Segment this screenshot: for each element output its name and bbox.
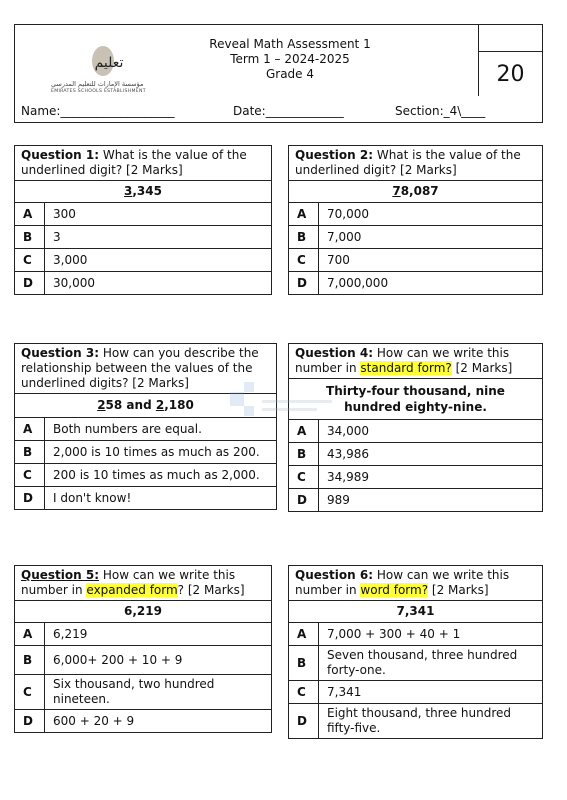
highlighted-term: word form? <box>360 583 429 597</box>
option-a[interactable]: A 70,000 <box>289 203 542 226</box>
question-number: Thirty-four thousand, nine hundred eighty-nine. <box>289 379 542 420</box>
question-prompt: Question 6: How can we write this number in word form? [2 Marks] <box>289 566 542 601</box>
option-d[interactable]: D 7,000,000 <box>289 272 542 294</box>
question-number: 6,219 <box>15 601 271 623</box>
question-prompt: Question 4: How can we write this number in standard form? [2 Marks] <box>289 344 542 379</box>
assessment-header <box>14 24 543 123</box>
question-prompt: Question 5: How can we write this number in expanded form? [2 Marks] <box>15 566 271 601</box>
option-b[interactable]: B 43,986 <box>289 443 542 466</box>
question-prompt: Question 2: What is the value of the underlined digit? [2 Marks] <box>289 146 542 181</box>
option-d[interactable]: D 989 <box>289 489 542 511</box>
assessment-term: Term 1 – 2024-2025 <box>230 52 350 66</box>
assessment-title: Reveal Math Assessment 1 <box>209 37 371 51</box>
option-a[interactable]: A 7,000 + 300 + 40 + 1 <box>289 623 542 646</box>
watermark-icon <box>222 378 342 428</box>
option-b[interactable]: B 3 <box>15 226 271 249</box>
option-c[interactable]: C 200 is 10 times as much as 2,000. <box>15 464 276 487</box>
option-a[interactable]: A 6,219 <box>15 623 271 646</box>
score-box <box>478 25 542 96</box>
name-field[interactable]: Name:___________________ <box>21 104 175 118</box>
assessment-grade: Grade 4 <box>265 67 315 81</box>
question-2 <box>288 145 543 295</box>
logo-arabic-name: مؤسسة الإمارات للتعليم المدرسي <box>51 80 144 88</box>
question-6 <box>288 565 543 739</box>
option-b[interactable]: B 6,000+ 200 + 10 + 9 <box>15 646 271 675</box>
option-c[interactable]: C 3,000 <box>15 249 271 272</box>
option-c[interactable]: C 700 <box>289 249 542 272</box>
highlighted-term: standard form? <box>360 361 452 375</box>
question-1 <box>14 145 272 295</box>
school-logo <box>41 43 161 99</box>
question-prompt: Question 3: How can you describe the relationship between the values of the underlined digits? [2 Marks] <box>15 344 276 394</box>
option-c[interactable]: C Six thousand, two hundred nineteen. <box>15 675 271 710</box>
option-a[interactable]: A 34,000 <box>289 420 542 443</box>
option-d[interactable]: D Eight thousand, three hundred fifty-five. <box>289 704 542 738</box>
option-d[interactable]: D I don't know! <box>15 487 276 509</box>
option-b[interactable]: B 2,000 is 10 times as much as 200. <box>15 441 276 464</box>
question-number: 3,345 <box>15 181 271 203</box>
question-prompt: Question 1: What is the value of the underlined digit? [2 Marks] <box>15 146 271 181</box>
svg-text:تعليم: تعليم <box>94 55 124 71</box>
question-number: 78,087 <box>289 181 542 203</box>
option-a[interactable]: A Both numbers are equal. <box>15 418 276 441</box>
date-field[interactable]: Date:_____________ <box>233 104 344 118</box>
option-d[interactable]: D 600 + 20 + 9 <box>15 710 271 732</box>
highlighted-term: expanded form <box>86 583 178 597</box>
option-b[interactable]: B Seven thousand, three hundred forty-one. <box>289 646 542 681</box>
section-field[interactable]: Section:_4\____ <box>395 104 486 118</box>
score-value: 20 <box>479 51 542 97</box>
question-number: 7,341 <box>289 601 542 623</box>
option-c[interactable]: C 34,989 <box>289 466 542 489</box>
option-a[interactable]: A 300 <box>15 203 271 226</box>
option-c[interactable]: C 7,341 <box>289 681 542 704</box>
logo-mark-icon <box>89 43 125 79</box>
option-b[interactable]: B 7,000 <box>289 226 542 249</box>
logo-english-name: EMIRATES SCHOOLS ESTABLISHMENT <box>51 89 146 94</box>
question-number: 258 and 2,180 <box>15 394 276 418</box>
question-5 <box>14 565 272 733</box>
option-d[interactable]: D 30,000 <box>15 272 271 294</box>
